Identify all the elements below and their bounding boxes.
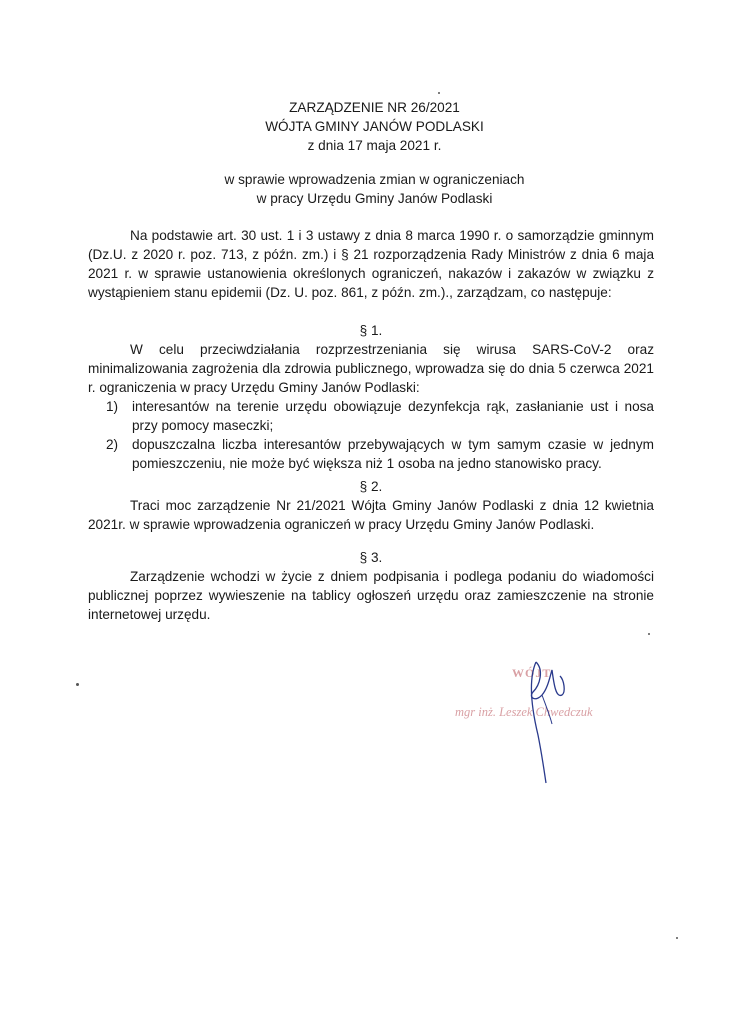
list-item-text: interesantów na terenie urzędu obowiązuje dezynfekcja rąk, zasłanianie ust i nosa przy pomocy maseczki; — [132, 399, 654, 433]
section-2-text: Traci moc zarządzenie Nr 21/2021 Wójta Gminy Janów Podlaski z dnia 12 kwietnia 2021r. w sprawie wprowadzenia ograniczeń w pracy Urzędu Gminy Janów Podlaski. — [88, 498, 654, 532]
list-item — [88, 397, 654, 435]
list-item-number: 2) — [106, 437, 119, 452]
scan-speck — [648, 633, 650, 635]
scan-speck — [438, 92, 440, 94]
document-header — [0, 98, 749, 155]
ordinance-number: ZARZĄDZENIE NR 26/2021 — [289, 100, 460, 115]
scan-speck — [76, 683, 79, 686]
section-3-text: Zarządzenie wchodzi w życie z dniem podpisania i podlega podaniu do wiadomości publicznej poprzez wywieszenie na tablicy ogłoszeń urzędu oraz zamieszczenie na stronie internetowej urzędu. — [88, 569, 654, 622]
stamp-title: WÓJT — [512, 666, 552, 680]
scan-speck — [676, 937, 678, 939]
section-1-heading: § 1. — [359, 323, 383, 338]
subject-line-2: w pracy Urzędu Gminy Janów Podlaski — [256, 191, 493, 206]
section-3-heading: § 3. — [359, 550, 383, 565]
list-item-text: dopuszczalna liczba interesantów przebywających w tym samym czasie w jednym pomieszczeniu, nie może być większa niż 1 osoba na jedno stanowisko pracy. — [132, 437, 654, 471]
signature-area — [440, 640, 640, 790]
document-subject — [0, 170, 749, 208]
restrictions-list — [88, 397, 654, 473]
list-item-number: 1) — [106, 399, 119, 414]
section-2 — [88, 477, 654, 534]
subject-line-1: w sprawie wprowadzenia zmian w ograniczeniach — [224, 172, 525, 187]
section-1-intro: W celu przeciwdziałania rozprzestrzeniania się wirusa SARS-CoV-2 oraz minimalizowania zagrożenia dla zdrowia publicznego, wprowadza się do dnia 5 czerwca 2021 r. ograniczenia w pracy Urzędu Gminy Janów Podlaski: — [88, 342, 654, 395]
preamble-block — [88, 226, 654, 302]
section-1 — [88, 321, 654, 473]
issuer: WÓJTA GMINY JANÓW PODLASKI — [265, 119, 484, 134]
stamp-name: mgr inż. Leszek Chwedczuk — [455, 705, 593, 719]
list-item — [88, 435, 654, 473]
section-2-heading: § 2. — [359, 479, 383, 494]
section-3 — [88, 548, 654, 624]
issue-date: z dnia 17 maja 2021 r. — [307, 138, 442, 153]
handwritten-signature — [440, 640, 640, 790]
preamble: Na podstawie art. 30 ust. 1 i 3 ustawy z dnia 8 marca 1990 r. o samorządzie gminnym (Dz.U. z 2020 r. poz. 713, z późn. zm.) i § 21 rozporządzenia Rady Ministrów z dnia 6 maja 2021 r. w sprawie ustanowienia określonych ograniczeń, nakazów i zakazów w związku z wystąpieniem stanu epidemii (Dz. U. poz. 861, z późn. zm.)., zarządzam, co następuje: — [88, 228, 654, 300]
